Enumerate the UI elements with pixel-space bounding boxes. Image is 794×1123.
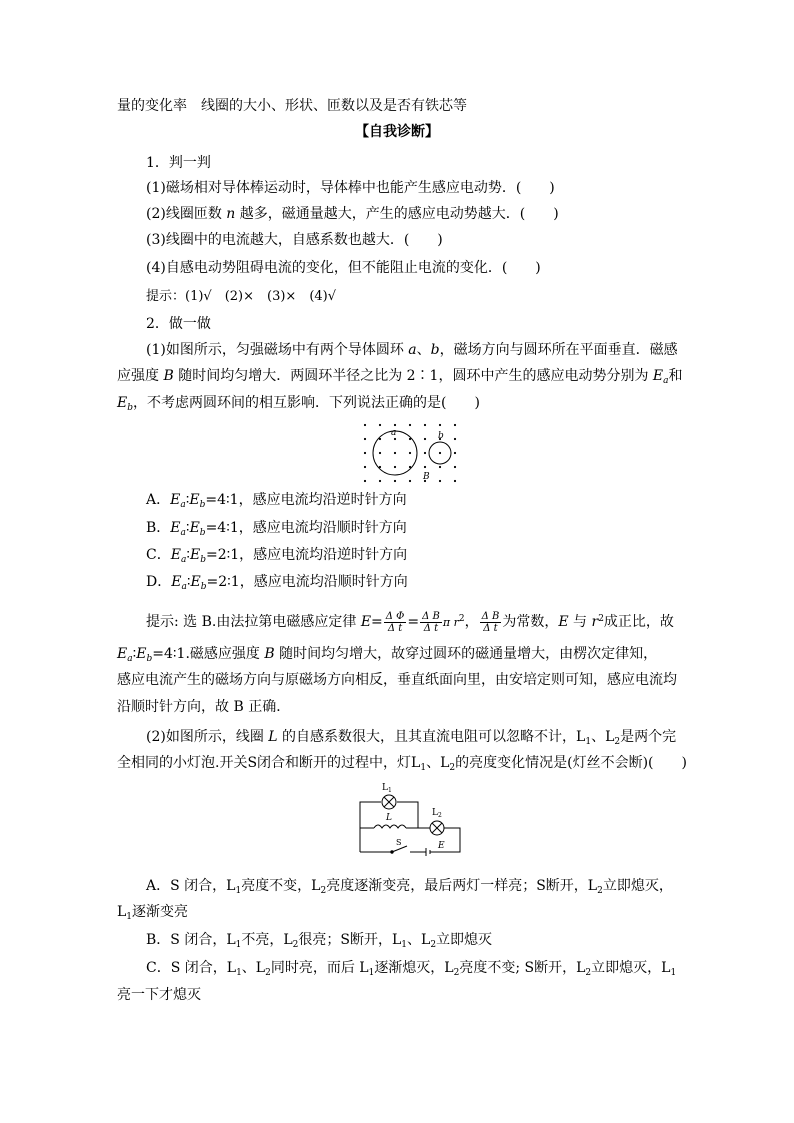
q1-hint-line4: 沿顺时针方向，故 B 正确．	[117, 699, 291, 715]
q2-line2: 全相同的小灯泡.开关S闭合和断开的过程中，灯$L_1$、$L_2$的亮度变化情况是(灯丝不会断)( )	[117, 755, 687, 773]
ring-b-label: b	[438, 431, 444, 441]
q1-line1: (1)如图所示，匀强磁场中有两个导体圆环 a、b，磁场方向与圆环所在平面垂直．磁感	[146, 342, 678, 358]
q1-line2: 应强度 B 随时间均匀增大．两圆环半径之比为 2∶1，圆环中产生的感应电动势分别为 $E_a$和	[117, 368, 683, 386]
circuit-figure	[352, 782, 464, 862]
q2-option-c-line2: 亮一下才熄灭	[117, 987, 201, 1003]
part2-heading: 2．做一做	[146, 316, 211, 332]
section-title: 【自我诊断】	[355, 124, 439, 140]
judge-item-1: (1)磁场相对导体棒运动时，导体棒中也能产生感应电动势．( )	[146, 180, 555, 196]
q1-line3: $E_b$，不考虑两圆环间的相互影响．下列说法正确的是( )	[117, 395, 480, 413]
q1-option-b: B．$E_a∶E_b=4∶1$，感应电流均沿顺时针方向	[146, 520, 407, 538]
lamp-l2-label: $L_2$	[432, 808, 442, 819]
part1-heading: 1．判一判	[146, 155, 211, 171]
two-rings-figure	[360, 420, 462, 486]
q2-line1: (2)如图所示，线圈 L 的自感系数很大，且其直流电阻可以忽略不计，$L_1$、$L_2$是两个完	[146, 729, 677, 747]
judge-item-4: (4)自感电动势阻碍电流的变化，但不能阻止电流的变化．( )	[146, 260, 541, 276]
q2-option-c-line1: C．S 闭合，$L_1$、$L_2$同时亮，而后 $L_1$逐渐熄灭，$L_2$亮度不变; S断开，$L_2$立即熄灭，$L_1$	[146, 960, 677, 978]
battery-label: E	[438, 841, 445, 851]
judge-item-2: (2)线圈匝数 n 越多，磁通量越大，产生的感应电动势越大．( )	[146, 206, 559, 222]
inductor-coil	[374, 825, 406, 828]
q2-option-b: B．S 闭合，$L_1$不亮，$L_2$很亮；S断开，$L_1$、$L_2$立即熄灭	[146, 932, 493, 950]
top-line: 量的变化率 线圈的大小、形状、匝数以及是否有铁芯等	[117, 98, 467, 114]
q2-option-a-line1: A．S 闭合，$L_1$亮度不变，$L_2$亮度逐渐变亮，最后两灯一样亮；S断开，$L_2$立即熄灭，	[146, 878, 673, 896]
q1-hint-line3: 感应电流产生的磁场方向与原磁场方向相反，垂直纸面向里，由安培定则可知，感应电流均	[117, 672, 677, 688]
q1-option-c: C．$E_a∶E_b=2∶1$，感应电流均沿逆时针方向	[146, 547, 408, 565]
field-b-label: B	[423, 472, 430, 482]
lamp-l1-label: $L_1$	[382, 783, 392, 794]
q2-option-a-line2: $L_1$逐渐变亮	[117, 904, 189, 922]
inductor-label: L	[386, 813, 392, 823]
q1-hint-line2: $E_a∶E_b=4∶1$.磁感应强度 B 随时间均匀增大，故穿过圆环的磁通量增大，由楞次定律知，	[117, 646, 658, 664]
judge-item-3: (3)线圈中的电流越大，自感系数也越大．( )	[146, 232, 443, 248]
q1-option-d: D．$E_a∶E_b=2∶1$，感应电流均沿顺时针方向	[146, 574, 408, 592]
judge-hint: 提示：(1)√ (2)× (3)× (4)√	[146, 289, 337, 304]
switch-label: S	[396, 838, 402, 847]
q1-option-a: A．$E_a∶E_b=4∶1$，感应电流均沿逆时针方向	[146, 492, 407, 510]
q1-hint-line1: 提示: 选 B.由法拉第电磁感应定律 E= $\frac{\text{Δ Φ}}{\text{Δ t}}$ = $\frac{\text{Δ B}}{\text{Δ t}}$ π $r^2$， $\frac{\text{Δ B}}{\text{Δ t}}$ 为常数，E 与 $r^2$成正比，故	[146, 610, 674, 634]
ring-a-label: a	[391, 428, 397, 438]
